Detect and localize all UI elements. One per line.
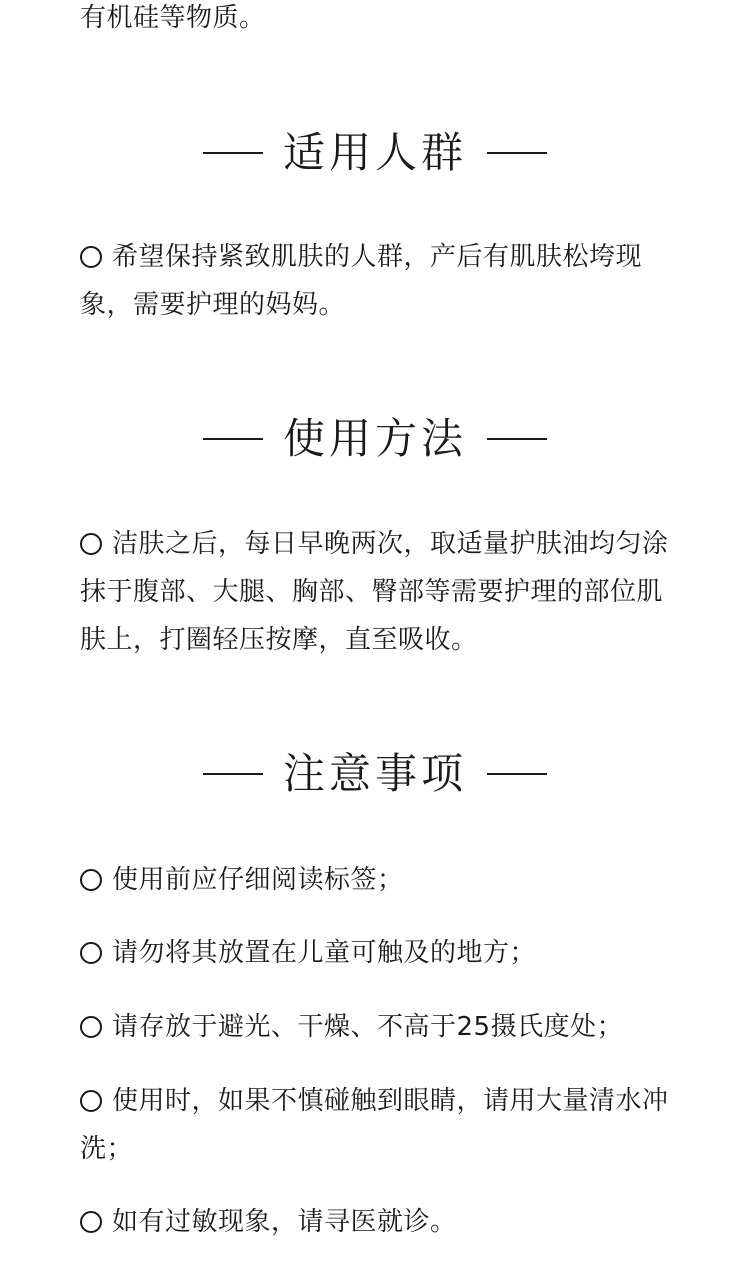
circle-bullet-icon [80, 533, 102, 555]
list-item-text: 希望保持紧致肌肤的人群，产后有肌肤松垮现象，需要护理的妈妈。 [80, 242, 643, 320]
section-title: 注意事项 [282, 749, 467, 798]
circle-bullet-icon [80, 869, 102, 891]
intro-tail-text: 有机硅等物质。 [80, 3, 266, 33]
heading-left-rule [203, 773, 263, 775]
heading-right-rule [487, 773, 547, 775]
list-item-text: 使用时，如果不慎碰触到眼睛，请用大量清水冲洗； [80, 1086, 669, 1164]
circle-bullet-icon [80, 1211, 102, 1233]
circle-bullet-icon [80, 942, 102, 964]
list-item-text: 请存放于避光、干燥、不高于25摄氏度处； [112, 1012, 624, 1042]
list-item-text: 使用前应仔细阅读标签； [112, 865, 404, 895]
heading-left-rule [203, 438, 263, 440]
list-item [80, 1003, 680, 1051]
heading-right-rule [487, 152, 547, 154]
list-item [80, 856, 680, 904]
list-item-text: 如有过敏现象，请寻医就诊。 [112, 1207, 457, 1237]
circle-bullet-icon [80, 1090, 102, 1112]
circle-bullet-icon [80, 246, 102, 268]
list-item-text: 请勿将其放置在儿童可触及的地方； [112, 938, 537, 968]
circle-bullet-icon [80, 1016, 102, 1038]
heading-right-rule [487, 438, 547, 440]
list-item [80, 233, 680, 329]
heading-left-rule [203, 152, 263, 154]
list-item-text: 洁肤之后，每日早晚两次，取适量护肤油均匀涂抹于腹部、大腿、胸部、臀部等需要护理的部位肌肤上，打圈轻压按摩，直至吸收。 [80, 529, 669, 655]
section-heading-usage [0, 409, 750, 469]
list-item [80, 1198, 680, 1246]
section-title: 使用方法 [282, 414, 467, 463]
section-heading-precautions [0, 744, 750, 804]
list-item [80, 929, 680, 977]
list-item [80, 520, 680, 664]
list-item [80, 1077, 680, 1173]
section-title: 适用人群 [282, 128, 467, 177]
section-heading-suitable-people [0, 123, 750, 183]
